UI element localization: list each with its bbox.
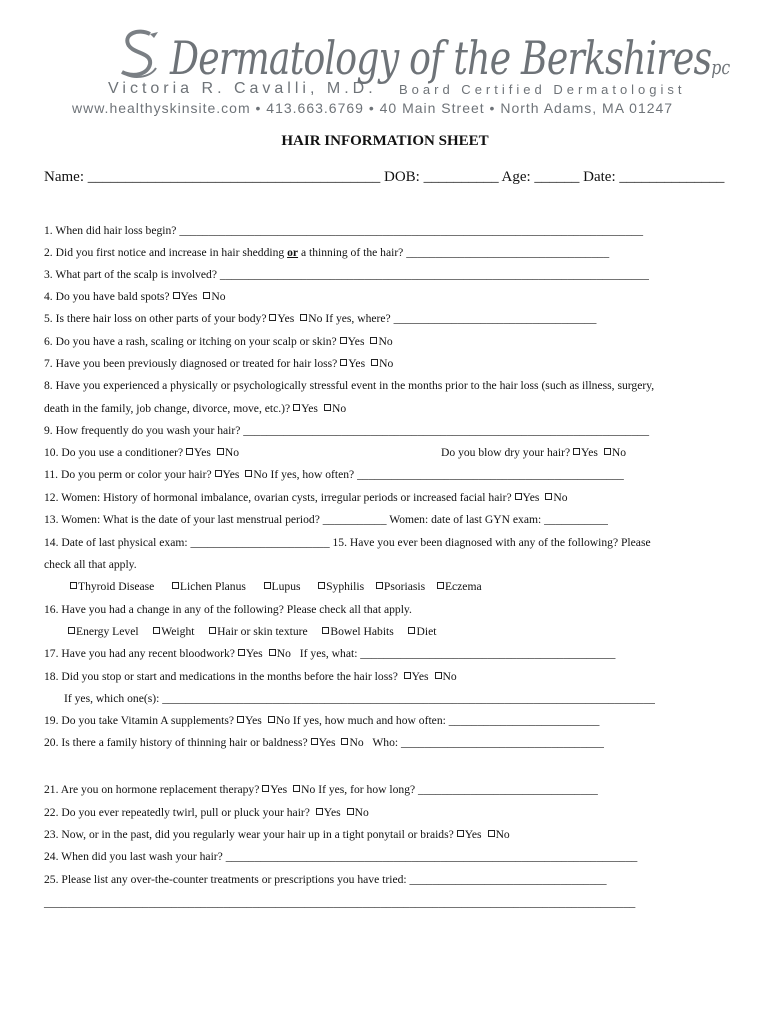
yes-checkbox[interactable] — [311, 738, 318, 745]
question-19: 19. Do you take Vitamin A supplements? Yes No If yes, how much and how often: __________________________ — [44, 714, 600, 727]
question-4: 4. Do you have bald spots? Yes No — [44, 290, 226, 303]
checkbox[interactable] — [70, 582, 77, 589]
no-checkbox[interactable] — [217, 448, 224, 455]
board-certification: Board Certified Dermatologist — [399, 82, 686, 97]
yes-checkbox[interactable] — [237, 716, 244, 723]
checkbox[interactable] — [408, 627, 415, 634]
checkbox[interactable] — [68, 627, 75, 634]
no-checkbox[interactable] — [371, 359, 378, 366]
question-11: 11. Do you perm or color your hair? Yes No If yes, how often? ______________________________________________ — [44, 468, 624, 481]
question-13[interactable]: 13. Women: What is the date of your last menstrual period? ___________ Women: date of last GYN exam: ___________ — [44, 513, 608, 526]
question-8: 8. Have you experienced a physically or psychologically stressful event in the months prior to the hair loss (such as illness, surgery, — [44, 379, 655, 392]
swan-logo-icon — [110, 28, 170, 86]
no-checkbox[interactable] — [545, 493, 552, 500]
no-checkbox[interactable] — [293, 785, 300, 792]
question-18-cont[interactable]: If yes, which one(s): _____________________________________________________________________________________ — [64, 692, 655, 705]
yes-checkbox[interactable] — [573, 448, 580, 455]
letterhead — [72, 26, 731, 126]
question-10-blow-dry: Do you blow dry your hair? Yes No — [441, 446, 627, 459]
question-17: 17. Have you had any recent bloodwork? Yes No If yes, what: ____________________________________________ — [44, 647, 616, 660]
question-8-cont: death in the family, job change, divorce, move, etc.)? Yes No — [44, 402, 347, 415]
change-options: Energy Level Weight Hair or skin texture Bowel Habits Diet — [68, 625, 436, 639]
yes-checkbox[interactable] — [262, 785, 269, 792]
diagnosis-options: Thyroid Disease Lichen Planus Lupus Syphilis Psoriasis Eczema — [70, 580, 482, 594]
question-10: 10. Do you use a conditioner? Yes No — [44, 446, 240, 459]
checkbox[interactable] — [376, 582, 383, 589]
question-25[interactable]: 25. Please list any over-the-counter treatments or prescriptions you have tried: __________________________________ — [44, 873, 607, 886]
yes-checkbox[interactable] — [340, 337, 347, 344]
question-3[interactable]: 3. What part of the scalp is involved? __________________________________________________________________________ — [44, 268, 649, 281]
no-checkbox[interactable] — [203, 292, 210, 299]
checkbox[interactable] — [318, 582, 325, 589]
question-18: 18. Did you stop or start and medications in the months before the hair loss? Yes No — [44, 670, 457, 683]
no-checkbox[interactable] — [300, 314, 307, 321]
no-checkbox[interactable] — [245, 470, 252, 477]
question-5: 5. Is there hair loss on other parts of your body? Yes No If yes, where? ___________________________________ — [44, 312, 597, 325]
question-9[interactable]: 9. How frequently do you wash your hair? ______________________________________________________________________ — [44, 424, 650, 437]
question-6: 6. Do you have a rash, scaling or itching on your scalp or skin? Yes No — [44, 335, 393, 348]
checkbox[interactable] — [264, 582, 271, 589]
question-14-15[interactable]: 14. Date of last physical exam: ________________________ 15. Have you ever been diagnosed with any of the following? Please — [44, 536, 651, 549]
checkbox[interactable] — [437, 582, 444, 589]
yes-checkbox[interactable] — [215, 470, 222, 477]
question-22: 22. Do you ever repeatedly twirl, pull or pluck your hair? Yes No — [44, 806, 369, 819]
yes-checkbox[interactable] — [173, 292, 180, 299]
yes-checkbox[interactable] — [186, 448, 193, 455]
question-12: 12. Women: History of hormonal imbalance, ovarian cysts, irregular periods or increased facial hair? Yes No — [44, 491, 568, 504]
question-16: 16. Have you had a change in any of the following? Please check all that apply. — [44, 603, 412, 616]
no-checkbox[interactable] — [269, 649, 276, 656]
checkbox[interactable] — [153, 627, 160, 634]
doctor-name: Victoria R. Cavalli, M.D. — [108, 80, 377, 97]
name-dob-age-date-line[interactable]: Name: _______________________________________ DOB: __________ Age: ______ Date: ______________ — [44, 169, 725, 185]
yes-checkbox[interactable] — [238, 649, 245, 656]
question-25-line[interactable]: ______________________________________________________________________________________________________ — [44, 896, 636, 909]
yes-checkbox[interactable] — [269, 314, 276, 321]
question-21: 21. Are you on hormone replacement therapy? Yes No If yes, for how long? _______________________________ — [44, 783, 598, 796]
form-title: HAIR INFORMATION SHEET — [281, 133, 489, 149]
question-1[interactable]: 1. When did hair loss begin? ________________________________________________________________________________ — [44, 224, 644, 237]
contact-line: www.healthyskinsite.com • 413.663.6769 • 40 Main Street • North Adams, MA 01247 — [72, 100, 674, 116]
yes-checkbox[interactable] — [340, 359, 347, 366]
no-checkbox[interactable] — [370, 337, 377, 344]
question-24[interactable]: 24. When did you last wash your hair? _______________________________________________________________________ — [44, 850, 638, 863]
yes-checkbox[interactable] — [404, 672, 411, 679]
question-2[interactable]: 2. Did you first notice and increase in hair shedding or a thinning of the hair? ___________________________________ — [44, 246, 610, 259]
question-20: 20. Is there a family history of thinning hair or baldness? Yes No Who: ___________________________________ — [44, 736, 604, 749]
no-checkbox[interactable] — [324, 404, 331, 411]
question-15-cont: check all that apply. — [44, 558, 137, 571]
yes-checkbox[interactable] — [293, 404, 300, 411]
checkbox[interactable] — [172, 582, 179, 589]
no-checkbox[interactable] — [488, 830, 495, 837]
no-checkbox[interactable] — [341, 738, 348, 745]
question-7: 7. Have you been previously diagnosed or treated for hair loss? Yes No — [44, 357, 394, 370]
no-checkbox[interactable] — [347, 808, 354, 815]
question-23: 23. Now, or in the past, did you regularly wear your hair up in a tight ponytail or braids? Yes No — [44, 828, 510, 841]
yes-checkbox[interactable] — [515, 493, 522, 500]
yes-checkbox[interactable] — [316, 808, 323, 815]
no-checkbox[interactable] — [604, 448, 611, 455]
no-checkbox[interactable] — [435, 672, 442, 679]
checkbox[interactable] — [322, 627, 329, 634]
practice-name: Dermatology of the Berkshirespc — [170, 31, 731, 85]
checkbox[interactable] — [209, 627, 216, 634]
no-checkbox[interactable] — [268, 716, 275, 723]
yes-checkbox[interactable] — [457, 830, 464, 837]
